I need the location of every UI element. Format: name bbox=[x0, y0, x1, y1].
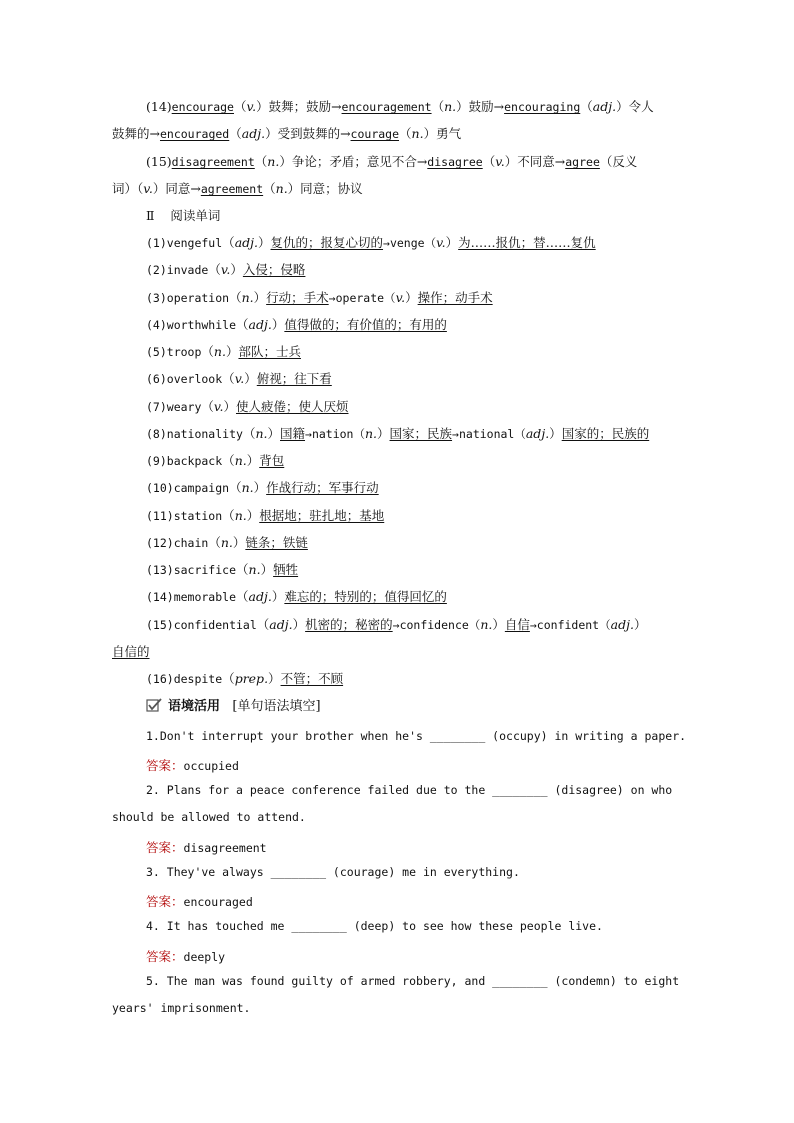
reading-item-2: (2)invade（v.）入侵；侵略 bbox=[146, 262, 306, 277]
reading-item-15: (15)confidential（adj.）机密的；秘密的→confidence（n.）自信→confident（adj.） bbox=[146, 617, 647, 632]
vocab-item-14-line2: 鼓舞的→encouraged（adj.）受到鼓舞的→courage（n.）勇气 bbox=[112, 126, 462, 141]
reading-item-3: (3)operation（n.）行动；手术→operate（v.）操作；动手术 bbox=[146, 290, 493, 305]
vocab-item-15-line1: (15)disagreement（n.）争论；矛盾；意见不合→disagree（v.）不同意→agree（反义 bbox=[146, 154, 638, 169]
answer-3: 答案：encouraged bbox=[146, 894, 253, 909]
question-3: 3. They've always ________ (courage) me in everything. bbox=[146, 865, 520, 879]
question-2-line2: should be allowed to attend. bbox=[112, 810, 306, 824]
reading-item-6: (6)overlook（v.）俯视；往下看 bbox=[146, 371, 332, 386]
reading-item-7: (7)weary（v.）使人疲倦；使人厌烦 bbox=[146, 399, 349, 414]
reading-item-10: (10)campaign（n.）作战行动；军事行动 bbox=[146, 480, 379, 495]
vocab-item-15-line2: 词）（v.）同意→agreement（n.）同意；协议 bbox=[112, 181, 363, 196]
practice-section-heading bbox=[146, 695, 321, 714]
reading-item-1: (1)vengeful（adj.）复仇的；报复心切的→venge（v.）为……报仇；替……复仇 bbox=[146, 235, 596, 250]
question-1: 1.Don't interrupt your brother when he's ________ (occupy) in writing a paper. bbox=[146, 729, 687, 743]
reading-item-9: (9)backpack（n.）背包 bbox=[146, 453, 285, 468]
reading-item-11: (11)station（n.）根据地；驻扎地；基地 bbox=[146, 508, 385, 523]
answer-1: 答案：occupied bbox=[146, 758, 239, 773]
question-5-line2: years' imprisonment. bbox=[112, 1001, 251, 1015]
vocab-item-14-line1: (14)encourage（v.）鼓舞；鼓励→encouragement（n.）鼓励→encouraging（adj.）令人 bbox=[146, 99, 654, 114]
checkbox-check-icon bbox=[146, 698, 162, 712]
reading-item-8: (8)nationality（n.）国籍→nation（n.）国家；民族→national（adj.）国家的；民族的 bbox=[146, 426, 650, 441]
reading-item-15-wrap: 自信的 bbox=[112, 644, 150, 659]
answer-4: 答案：deeply bbox=[146, 949, 226, 964]
question-4: 4. It has touched me ________ (deep) to see how these people live. bbox=[146, 919, 603, 933]
reading-section-heading: Ⅱ 阅读单词 bbox=[146, 208, 221, 223]
reading-item-5: (5)troop（n.）部队；士兵 bbox=[146, 344, 301, 359]
practice-title: 语境活用 bbox=[168, 699, 221, 714]
answer-2: 答案：disagreement bbox=[146, 840, 267, 855]
reading-item-14: (14)memorable（adj.）难忘的；特别的；值得回忆的 bbox=[146, 589, 447, 604]
practice-subtitle: [单句语法填空] bbox=[232, 699, 321, 714]
reading-item-4: (4)worthwhile（adj.）值得做的；有价值的；有用的 bbox=[146, 317, 447, 332]
reading-item-13: (13)sacrifice（n.）牺牲 bbox=[146, 562, 299, 577]
question-2-line1: 2. Plans for a peace conference failed due to the ________ (disagree) on who bbox=[146, 783, 673, 797]
question-5-line1: 5. The man was found guilty of armed robbery, and ________ (condemn) to eight bbox=[146, 974, 680, 988]
reading-item-16: (16)despite（prep.）不管；不顾 bbox=[146, 671, 344, 686]
reading-item-12: (12)chain（n.）链条；铁链 bbox=[146, 535, 308, 550]
